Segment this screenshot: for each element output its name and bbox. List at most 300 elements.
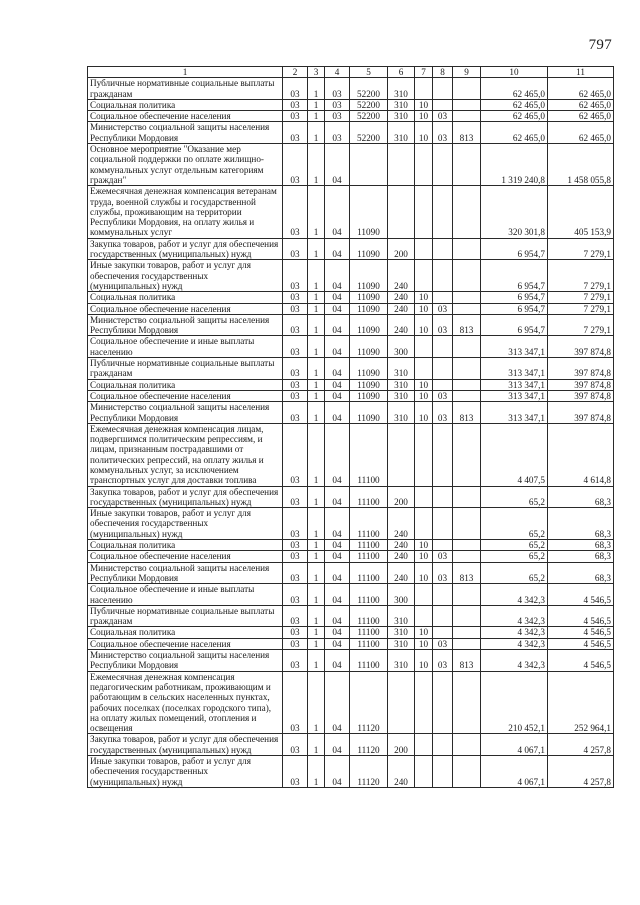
name-cell: Социальное обеспечение населения [88,111,283,122]
event-cell: 04 [325,186,350,238]
code-cell: 11100 [350,584,388,606]
amount-2021-cell: 62 465,0 [481,99,548,110]
subprogram-cell: 1 [308,111,325,122]
section-cell: 03 [283,423,308,486]
type-cell: 310 [388,638,415,649]
name-cell: Социальная политика [88,379,283,390]
ministry-cell [453,508,481,540]
section-cell: 03 [283,99,308,110]
type-cell: 200 [388,238,415,260]
subprogram-cell: 1 [308,358,325,380]
name-cell: Министерство социальной защиты населения Республики Мордовия [88,314,283,336]
ministry-cell [453,336,481,358]
code-cell: 11100 [350,627,388,638]
code-cell: 11100 [350,638,388,649]
ministry-cell [453,303,481,314]
section-cell: 03 [283,390,308,401]
code-cell: 11090 [350,336,388,358]
section-cell: 03 [283,260,308,292]
division-cell: 10 [415,402,433,424]
division-cell: 10 [415,314,433,336]
ministry-cell: 813 [453,650,481,672]
name-cell: Ежемесячная денежная компенсация педагогическим работникам, проживающим и работающим в сельских населенных пунктах, рабочих поселках (поселках городского типа), на оплату жилых помещений, отопления и освещения [88,671,283,734]
amount-2021-cell: 4 342,3 [481,584,548,606]
event-cell: 04 [325,756,350,788]
subdivision-cell: 03 [433,314,453,336]
table-row [88,671,614,734]
section-cell: 03 [283,292,308,303]
amount-2021-cell: 313 347,1 [481,336,548,358]
table-row [88,292,614,303]
amount-2021-cell: 313 347,1 [481,379,548,390]
amount-2021-cell: 313 347,1 [481,390,548,401]
amount-2021-cell: 62 465,0 [481,111,548,122]
division-cell: 10 [415,379,433,390]
section-cell: 03 [283,671,308,734]
code-cell: 11100 [350,551,388,562]
amount-2022-cell: 4 546,5 [548,605,614,627]
name-cell: Социальное обеспечение населения [88,303,283,314]
amount-2021-cell: 4 067,1 [481,756,548,788]
type-cell: 240 [388,508,415,540]
subprogram-cell: 1 [308,540,325,551]
name-cell: Закупка товаров, работ и услуг для обеспечения государственных (муниципальных) нужд [88,238,283,260]
amount-2021-cell: 4 407,5 [481,423,548,486]
subdivision-cell [433,144,453,186]
event-cell: 04 [325,562,350,584]
code-cell: 11090 [350,260,388,292]
section-cell: 03 [283,144,308,186]
division-cell [415,671,433,734]
column-header-2: 2 [283,67,308,78]
code-cell: 11100 [350,562,388,584]
subdivision-cell: 03 [433,402,453,424]
division-cell: 10 [415,551,433,562]
amount-2022-cell: 4 257,8 [548,756,614,788]
name-cell: Социальная политика [88,99,283,110]
section-cell: 03 [283,638,308,649]
table-row [88,314,614,336]
amount-2022-cell: 4 546,5 [548,627,614,638]
amount-2021-cell: 1 319 240,8 [481,144,548,186]
ministry-cell [453,186,481,238]
amount-2022-cell: 4 257,8 [548,734,614,756]
name-cell: Закупка товаров, работ и услуг для обеспечения государственных (муниципальных) нужд [88,734,283,756]
name-cell: Социальное обеспечение населения [88,638,283,649]
subprogram-cell: 1 [308,99,325,110]
ministry-cell [453,486,481,508]
event-cell: 04 [325,238,350,260]
table-row [88,122,614,144]
type-cell [388,144,415,186]
subprogram-cell: 1 [308,423,325,486]
ministry-cell [453,238,481,260]
code-cell: 11090 [350,314,388,336]
amount-2022-cell: 4 546,5 [548,650,614,672]
code-cell: 11090 [350,358,388,380]
table-row [88,402,614,424]
event-cell: 04 [325,260,350,292]
amount-2021-cell: 6 954,7 [481,303,548,314]
subdivision-cell [433,734,453,756]
column-header-10: 10 [481,67,548,78]
section-cell: 03 [283,605,308,627]
code-cell: 11100 [350,605,388,627]
column-header-8: 8 [433,67,453,78]
type-cell: 310 [388,78,415,100]
amount-2021-cell: 4 067,1 [481,734,548,756]
name-cell: Закупка товаров, работ и услуг для обеспечения государственных (муниципальных) нужд [88,486,283,508]
column-header-4: 4 [325,67,350,78]
amount-2022-cell: 68,3 [548,508,614,540]
amount-2021-cell: 6 954,7 [481,238,548,260]
ministry-cell [453,78,481,100]
amount-2022-cell: 62 465,0 [548,99,614,110]
amount-2022-cell: 68,3 [548,486,614,508]
name-cell: Социальная политика [88,292,283,303]
section-cell: 03 [283,551,308,562]
division-cell [415,423,433,486]
division-cell: 10 [415,303,433,314]
event-cell: 04 [325,650,350,672]
event-cell: 04 [325,314,350,336]
table-row [88,584,614,606]
subprogram-cell: 1 [308,508,325,540]
section-cell: 03 [283,314,308,336]
amount-2022-cell: 7 279,1 [548,238,614,260]
section-cell: 03 [283,78,308,100]
type-cell [388,186,415,238]
subprogram-cell: 1 [308,734,325,756]
code-cell: 11120 [350,671,388,734]
subprogram-cell: 1 [308,303,325,314]
type-cell: 310 [388,390,415,401]
type-cell: 240 [388,314,415,336]
section-cell: 03 [283,584,308,606]
table-row [88,627,614,638]
section-cell: 03 [283,186,308,238]
amount-2021-cell: 62 465,0 [481,122,548,144]
event-cell: 04 [325,292,350,303]
type-cell: 240 [388,540,415,551]
ministry-cell: 813 [453,562,481,584]
type-cell: 200 [388,734,415,756]
table-row [88,99,614,110]
type-cell: 310 [388,99,415,110]
code-cell: 11100 [350,423,388,486]
ministry-cell [453,260,481,292]
ministry-cell [453,605,481,627]
name-cell: Социальное обеспечение и иные выплаты населению [88,584,283,606]
type-cell: 310 [388,605,415,627]
code-cell: 11100 [350,540,388,551]
subprogram-cell: 1 [308,486,325,508]
ministry-cell [453,292,481,303]
subdivision-cell [433,336,453,358]
division-cell [415,756,433,788]
division-cell [415,605,433,627]
type-cell: 310 [388,627,415,638]
division-cell: 10 [415,540,433,551]
event-cell: 04 [325,336,350,358]
subdivision-cell [433,99,453,110]
amount-2022-cell: 4 546,5 [548,638,614,649]
amount-2022-cell: 397 874,8 [548,379,614,390]
name-cell: Публичные нормативные социальные выплаты гражданам [88,78,283,100]
ministry-cell [453,584,481,606]
ministry-cell [453,551,481,562]
type-cell [388,671,415,734]
subprogram-cell: 1 [308,627,325,638]
table-row [88,605,614,627]
division-cell [415,734,433,756]
subdivision-cell [433,540,453,551]
type-cell: 310 [388,358,415,380]
subprogram-cell: 1 [308,292,325,303]
amount-2021-cell: 210 452,1 [481,671,548,734]
subdivision-cell [433,756,453,788]
table-row [88,734,614,756]
event-cell: 03 [325,99,350,110]
subdivision-cell [433,423,453,486]
division-cell [415,358,433,380]
type-cell: 240 [388,303,415,314]
section-cell: 03 [283,111,308,122]
subdivision-cell [433,605,453,627]
ministry-cell [453,756,481,788]
code-cell: 11090 [350,303,388,314]
ministry-cell: 813 [453,314,481,336]
subprogram-cell: 1 [308,238,325,260]
subdivision-cell: 03 [433,303,453,314]
section-cell: 03 [283,303,308,314]
subdivision-cell [433,186,453,238]
table-row [88,562,614,584]
name-cell: Министерство социальной защиты населения Республики Мордовия [88,562,283,584]
ministry-cell [453,671,481,734]
subdivision-cell [433,627,453,638]
section-cell: 03 [283,238,308,260]
column-header-5: 5 [350,67,388,78]
amount-2022-cell: 397 874,8 [548,336,614,358]
name-cell: Основное мероприятие "Оказание мер социальной поддержки по оплате жилищно-коммунальных услуг отдельным категориям граждан" [88,144,283,186]
section-cell: 03 [283,402,308,424]
type-cell: 310 [388,650,415,672]
division-cell [415,260,433,292]
section-cell: 03 [283,336,308,358]
code-cell: 11090 [350,292,388,303]
subdivision-cell [433,292,453,303]
amount-2022-cell: 62 465,0 [548,78,614,100]
type-cell: 300 [388,336,415,358]
division-cell [415,336,433,358]
amount-2021-cell: 65,2 [481,540,548,551]
event-cell: 04 [325,540,350,551]
name-cell: Иные закупки товаров, работ и услуг для обеспечения государственных (муниципальных) нужд [88,756,283,788]
type-cell: 310 [388,402,415,424]
name-cell: Социальная политика [88,627,283,638]
type-cell: 310 [388,379,415,390]
name-cell: Социальная политика [88,540,283,551]
budget-table [87,66,614,788]
code-cell: 11090 [350,402,388,424]
subprogram-cell: 1 [308,78,325,100]
subdivision-cell [433,379,453,390]
name-cell: Министерство социальной защиты населения Республики Мордовия [88,402,283,424]
name-cell: Социальное обеспечение населения [88,551,283,562]
event-cell: 04 [325,303,350,314]
subdivision-cell [433,486,453,508]
subdivision-cell [433,584,453,606]
division-cell [415,584,433,606]
section-cell: 03 [283,486,308,508]
section-cell: 03 [283,650,308,672]
amount-2022-cell: 4 614,8 [548,423,614,486]
event-cell: 04 [325,605,350,627]
type-cell: 240 [388,260,415,292]
subdivision-cell: 03 [433,390,453,401]
amount-2022-cell: 1 458 055,8 [548,144,614,186]
section-cell: 03 [283,379,308,390]
subprogram-cell: 1 [308,671,325,734]
code-cell: 11100 [350,650,388,672]
table-row [88,78,614,100]
division-cell: 10 [415,292,433,303]
amount-2021-cell: 313 347,1 [481,402,548,424]
section-cell: 03 [283,122,308,144]
subprogram-cell: 1 [308,390,325,401]
subprogram-cell: 1 [308,584,325,606]
name-cell: Социальное обеспечение и иные выплаты населению [88,336,283,358]
amount-2021-cell: 65,2 [481,486,548,508]
subprogram-cell: 1 [308,144,325,186]
amount-2022-cell: 7 279,1 [548,260,614,292]
amount-2021-cell: 320 301,8 [481,186,548,238]
subprogram-cell: 1 [308,314,325,336]
table-row [88,540,614,551]
division-cell [415,508,433,540]
table-row [88,111,614,122]
division-cell: 10 [415,562,433,584]
ministry-cell [453,358,481,380]
subdivision-cell [433,238,453,260]
subdivision-cell [433,78,453,100]
table-row [88,486,614,508]
section-cell: 03 [283,627,308,638]
header-row [88,67,614,78]
section-cell: 03 [283,508,308,540]
ministry-cell: 813 [453,402,481,424]
event-cell: 04 [325,638,350,649]
table-row [88,650,614,672]
ministry-cell [453,144,481,186]
ministry-cell: 813 [453,122,481,144]
name-cell: Министерство социальной защиты населения Республики Мордовия [88,122,283,144]
amount-2021-cell: 62 465,0 [481,78,548,100]
subdivision-cell [433,671,453,734]
type-cell: 240 [388,292,415,303]
amount-2021-cell: 6 954,7 [481,292,548,303]
section-cell: 03 [283,358,308,380]
type-cell: 200 [388,486,415,508]
amount-2021-cell: 4 342,3 [481,627,548,638]
code-cell: 11120 [350,756,388,788]
amount-2022-cell: 7 279,1 [548,303,614,314]
subdivision-cell: 03 [433,111,453,122]
code-cell: 52200 [350,111,388,122]
amount-2022-cell: 68,3 [548,551,614,562]
table-row [88,238,614,260]
table-row [88,423,614,486]
event-cell: 03 [325,122,350,144]
amount-2021-cell: 6 954,7 [481,260,548,292]
division-cell: 10 [415,390,433,401]
code-cell: 52200 [350,122,388,144]
event-cell: 04 [325,390,350,401]
table-row [88,144,614,186]
code-cell: 52200 [350,99,388,110]
amount-2021-cell: 65,2 [481,562,548,584]
amount-2022-cell: 68,3 [548,540,614,551]
table-row [88,303,614,314]
subdivision-cell: 03 [433,562,453,584]
event-cell: 04 [325,144,350,186]
event-cell: 04 [325,508,350,540]
division-cell: 10 [415,122,433,144]
type-cell: 300 [388,584,415,606]
code-cell: 11100 [350,508,388,540]
amount-2022-cell: 4 546,5 [548,584,614,606]
event-cell: 04 [325,671,350,734]
code-cell: 11120 [350,734,388,756]
subdivision-cell: 03 [433,638,453,649]
subdivision-cell: 03 [433,650,453,672]
name-cell: Министерство социальной защиты населения Республики Мордовия [88,650,283,672]
event-cell: 03 [325,78,350,100]
table-row [88,638,614,649]
amount-2022-cell: 62 465,0 [548,111,614,122]
name-cell: Социальное обеспечение населения [88,390,283,401]
code-cell [350,144,388,186]
section-cell: 03 [283,734,308,756]
column-header-1: 1 [88,67,283,78]
division-cell: 10 [415,650,433,672]
division-cell [415,238,433,260]
page-number: 797 [588,37,612,53]
ministry-cell [453,111,481,122]
amount-2022-cell: 405 153,9 [548,186,614,238]
section-cell: 03 [283,540,308,551]
event-cell: 03 [325,111,350,122]
table-row [88,379,614,390]
table-row [88,390,614,401]
code-cell: 11090 [350,390,388,401]
column-header-3: 3 [308,67,325,78]
section-cell: 03 [283,756,308,788]
amount-2021-cell: 4 342,3 [481,638,548,649]
table-row [88,336,614,358]
code-cell: 11090 [350,379,388,390]
type-cell [388,423,415,486]
column-header-7: 7 [415,67,433,78]
ministry-cell [453,99,481,110]
subprogram-cell: 1 [308,186,325,238]
table-row [88,358,614,380]
table-row [88,260,614,292]
division-cell [415,78,433,100]
division-cell: 10 [415,111,433,122]
type-cell: 240 [388,562,415,584]
